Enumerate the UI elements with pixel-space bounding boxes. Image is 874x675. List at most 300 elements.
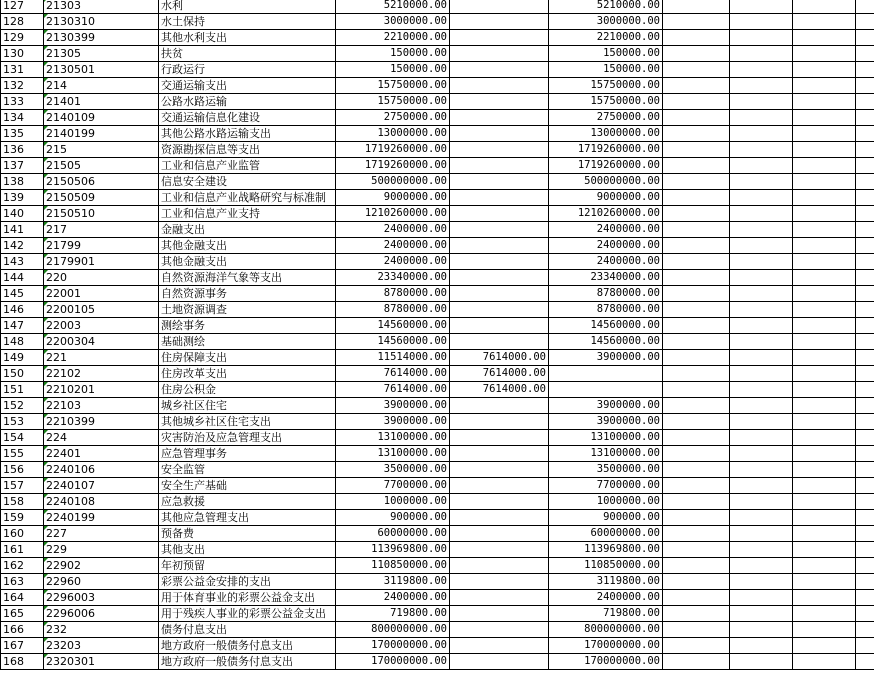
amount-a-cell[interactable] bbox=[450, 190, 549, 206]
total-cell[interactable]: 110850000.00 bbox=[336, 558, 450, 574]
total-cell[interactable]: 150000.00 bbox=[336, 46, 450, 62]
name-cell[interactable]: 自然资源海洋气象等支出 bbox=[159, 270, 336, 286]
name-cell[interactable]: 住房保障支出 bbox=[159, 350, 336, 366]
empty-cell[interactable] bbox=[730, 542, 793, 558]
empty-cell[interactable] bbox=[663, 46, 730, 62]
empty-cell[interactable] bbox=[793, 0, 856, 14]
amount-a-cell[interactable] bbox=[450, 62, 549, 78]
amount-b-cell[interactable] bbox=[549, 366, 663, 382]
total-cell[interactable]: 2210000.00 bbox=[336, 30, 450, 46]
name-cell[interactable]: 其他金融支出 bbox=[159, 254, 336, 270]
code-cell[interactable]: 21303 bbox=[44, 0, 159, 14]
empty-cell[interactable] bbox=[856, 238, 874, 254]
amount-b-cell[interactable]: 3119800.00 bbox=[549, 574, 663, 590]
total-cell[interactable]: 8780000.00 bbox=[336, 286, 450, 302]
total-cell[interactable]: 3119800.00 bbox=[336, 574, 450, 590]
empty-cell[interactable] bbox=[793, 446, 856, 462]
row-number-cell[interactable]: 160 bbox=[1, 526, 44, 542]
amount-a-cell[interactable] bbox=[450, 574, 549, 590]
code-cell[interactable]: 2150509 bbox=[44, 190, 159, 206]
code-cell[interactable]: 2200304 bbox=[44, 334, 159, 350]
empty-cell[interactable] bbox=[793, 254, 856, 270]
amount-a-cell[interactable] bbox=[450, 446, 549, 462]
code-cell[interactable]: 21799 bbox=[44, 238, 159, 254]
empty-cell[interactable] bbox=[663, 222, 730, 238]
amount-b-cell[interactable]: 23340000.00 bbox=[549, 270, 663, 286]
amount-b-cell[interactable]: 150000.00 bbox=[549, 46, 663, 62]
empty-cell[interactable] bbox=[730, 350, 793, 366]
total-cell[interactable]: 5210000.00 bbox=[336, 0, 450, 14]
total-cell[interactable]: 13100000.00 bbox=[336, 430, 450, 446]
amount-b-cell[interactable]: 3000000.00 bbox=[549, 14, 663, 30]
row-number-cell[interactable]: 145 bbox=[1, 286, 44, 302]
code-cell[interactable]: 2240199 bbox=[44, 510, 159, 526]
amount-b-cell[interactable]: 13100000.00 bbox=[549, 446, 663, 462]
code-cell[interactable]: 2130310 bbox=[44, 14, 159, 30]
empty-cell[interactable] bbox=[663, 302, 730, 318]
amount-a-cell[interactable] bbox=[450, 542, 549, 558]
empty-cell[interactable] bbox=[730, 30, 793, 46]
amount-a-cell[interactable] bbox=[450, 30, 549, 46]
empty-cell[interactable] bbox=[793, 478, 856, 494]
code-cell[interactable]: 224 bbox=[44, 430, 159, 446]
empty-cell[interactable] bbox=[663, 0, 730, 14]
empty-cell[interactable] bbox=[663, 254, 730, 270]
amount-a-cell[interactable] bbox=[450, 270, 549, 286]
total-cell[interactable]: 7614000.00 bbox=[336, 366, 450, 382]
empty-cell[interactable] bbox=[663, 334, 730, 350]
empty-cell[interactable] bbox=[663, 622, 730, 638]
empty-cell[interactable] bbox=[663, 142, 730, 158]
empty-cell[interactable] bbox=[730, 14, 793, 30]
amount-b-cell[interactable]: 800000000.00 bbox=[549, 622, 663, 638]
amount-b-cell[interactable]: 3500000.00 bbox=[549, 462, 663, 478]
empty-cell[interactable] bbox=[730, 622, 793, 638]
name-cell[interactable]: 其他公路水路运输支出 bbox=[159, 126, 336, 142]
empty-cell[interactable] bbox=[730, 478, 793, 494]
empty-cell[interactable] bbox=[663, 558, 730, 574]
row-number-cell[interactable]: 162 bbox=[1, 558, 44, 574]
empty-cell[interactable] bbox=[730, 366, 793, 382]
total-cell[interactable]: 800000000.00 bbox=[336, 622, 450, 638]
row-number-cell[interactable]: 128 bbox=[1, 14, 44, 30]
total-cell[interactable]: 900000.00 bbox=[336, 510, 450, 526]
empty-cell[interactable] bbox=[856, 270, 874, 286]
total-cell[interactable]: 23340000.00 bbox=[336, 270, 450, 286]
row-number-cell[interactable]: 167 bbox=[1, 638, 44, 654]
code-cell[interactable]: 2240108 bbox=[44, 494, 159, 510]
empty-cell[interactable] bbox=[663, 414, 730, 430]
empty-cell[interactable] bbox=[663, 30, 730, 46]
empty-cell[interactable] bbox=[663, 382, 730, 398]
empty-cell[interactable] bbox=[793, 542, 856, 558]
code-cell[interactable]: 2210201 bbox=[44, 382, 159, 398]
empty-cell[interactable] bbox=[730, 462, 793, 478]
code-cell[interactable]: 229 bbox=[44, 542, 159, 558]
empty-cell[interactable] bbox=[663, 94, 730, 110]
amount-b-cell[interactable]: 110850000.00 bbox=[549, 558, 663, 574]
empty-cell[interactable] bbox=[663, 430, 730, 446]
row-number-cell[interactable]: 140 bbox=[1, 206, 44, 222]
name-cell[interactable]: 应急救援 bbox=[159, 494, 336, 510]
empty-cell[interactable] bbox=[793, 270, 856, 286]
total-cell[interactable]: 13000000.00 bbox=[336, 126, 450, 142]
empty-cell[interactable] bbox=[663, 510, 730, 526]
row-number-cell[interactable]: 168 bbox=[1, 654, 44, 670]
empty-cell[interactable] bbox=[793, 190, 856, 206]
name-cell[interactable]: 用于残疾人事业的彩票公益金支出 bbox=[159, 606, 336, 622]
row-number-cell[interactable]: 153 bbox=[1, 414, 44, 430]
name-cell[interactable]: 金融支出 bbox=[159, 222, 336, 238]
row-number-cell[interactable]: 138 bbox=[1, 174, 44, 190]
name-cell[interactable]: 其他应急管理支出 bbox=[159, 510, 336, 526]
empty-cell[interactable] bbox=[856, 350, 874, 366]
empty-cell[interactable] bbox=[856, 542, 874, 558]
empty-cell[interactable] bbox=[663, 126, 730, 142]
empty-cell[interactable] bbox=[730, 446, 793, 462]
amount-b-cell[interactable] bbox=[549, 382, 663, 398]
empty-cell[interactable] bbox=[730, 302, 793, 318]
amount-a-cell[interactable] bbox=[450, 478, 549, 494]
total-cell[interactable]: 11514000.00 bbox=[336, 350, 450, 366]
row-number-cell[interactable]: 154 bbox=[1, 430, 44, 446]
empty-cell[interactable] bbox=[856, 366, 874, 382]
row-number-cell[interactable]: 129 bbox=[1, 30, 44, 46]
row-number-cell[interactable]: 127 bbox=[1, 0, 44, 14]
total-cell[interactable]: 150000.00 bbox=[336, 62, 450, 78]
empty-cell[interactable] bbox=[856, 254, 874, 270]
row-number-cell[interactable]: 146 bbox=[1, 302, 44, 318]
amount-a-cell[interactable] bbox=[450, 526, 549, 542]
empty-cell[interactable] bbox=[793, 318, 856, 334]
empty-cell[interactable] bbox=[793, 350, 856, 366]
amount-a-cell[interactable] bbox=[450, 254, 549, 270]
name-cell[interactable]: 债务付息支出 bbox=[159, 622, 336, 638]
amount-a-cell[interactable] bbox=[450, 126, 549, 142]
empty-cell[interactable] bbox=[856, 510, 874, 526]
empty-cell[interactable] bbox=[856, 110, 874, 126]
amount-a-cell[interactable] bbox=[450, 0, 549, 14]
name-cell[interactable]: 用于体育事业的彩票公益金支出 bbox=[159, 590, 336, 606]
row-number-cell[interactable]: 159 bbox=[1, 510, 44, 526]
row-number-cell[interactable]: 131 bbox=[1, 62, 44, 78]
total-cell[interactable]: 7700000.00 bbox=[336, 478, 450, 494]
amount-b-cell[interactable]: 14560000.00 bbox=[549, 334, 663, 350]
code-cell[interactable]: 21401 bbox=[44, 94, 159, 110]
empty-cell[interactable] bbox=[856, 638, 874, 654]
code-cell[interactable]: 22003 bbox=[44, 318, 159, 334]
empty-cell[interactable] bbox=[663, 638, 730, 654]
amount-a-cell[interactable]: 7614000.00 bbox=[450, 382, 549, 398]
amount-b-cell[interactable]: 2210000.00 bbox=[549, 30, 663, 46]
name-cell[interactable]: 工业和信息产业监管 bbox=[159, 158, 336, 174]
code-cell[interactable]: 22960 bbox=[44, 574, 159, 590]
empty-cell[interactable] bbox=[793, 382, 856, 398]
empty-cell[interactable] bbox=[856, 446, 874, 462]
total-cell[interactable]: 60000000.00 bbox=[336, 526, 450, 542]
empty-cell[interactable] bbox=[730, 606, 793, 622]
empty-cell[interactable] bbox=[730, 286, 793, 302]
total-cell[interactable]: 170000000.00 bbox=[336, 638, 450, 654]
empty-cell[interactable] bbox=[856, 430, 874, 446]
name-cell[interactable]: 应急管理事务 bbox=[159, 446, 336, 462]
name-cell[interactable]: 水利 bbox=[159, 0, 336, 14]
total-cell[interactable]: 3000000.00 bbox=[336, 14, 450, 30]
total-cell[interactable]: 2750000.00 bbox=[336, 110, 450, 126]
name-cell[interactable]: 扶贫 bbox=[159, 46, 336, 62]
empty-cell[interactable] bbox=[730, 558, 793, 574]
amount-b-cell[interactable]: 170000000.00 bbox=[549, 654, 663, 670]
amount-b-cell[interactable]: 13000000.00 bbox=[549, 126, 663, 142]
total-cell[interactable]: 500000000.00 bbox=[336, 174, 450, 190]
empty-cell[interactable] bbox=[663, 446, 730, 462]
row-number-cell[interactable]: 132 bbox=[1, 78, 44, 94]
amount-a-cell[interactable] bbox=[450, 174, 549, 190]
row-number-cell[interactable]: 137 bbox=[1, 158, 44, 174]
row-number-cell[interactable]: 149 bbox=[1, 350, 44, 366]
empty-cell[interactable] bbox=[793, 622, 856, 638]
code-cell[interactable]: 2150506 bbox=[44, 174, 159, 190]
row-number-cell[interactable]: 161 bbox=[1, 542, 44, 558]
row-number-cell[interactable]: 143 bbox=[1, 254, 44, 270]
amount-b-cell[interactable]: 900000.00 bbox=[549, 510, 663, 526]
amount-a-cell[interactable] bbox=[450, 654, 549, 670]
empty-cell[interactable] bbox=[793, 526, 856, 542]
empty-cell[interactable] bbox=[793, 62, 856, 78]
empty-cell[interactable] bbox=[856, 622, 874, 638]
empty-cell[interactable] bbox=[730, 382, 793, 398]
empty-cell[interactable] bbox=[663, 350, 730, 366]
empty-cell[interactable] bbox=[793, 158, 856, 174]
empty-cell[interactable] bbox=[730, 110, 793, 126]
amount-a-cell[interactable] bbox=[450, 414, 549, 430]
code-cell[interactable]: 22102 bbox=[44, 366, 159, 382]
empty-cell[interactable] bbox=[793, 590, 856, 606]
amount-b-cell[interactable]: 3900000.00 bbox=[549, 414, 663, 430]
amount-a-cell[interactable] bbox=[450, 622, 549, 638]
row-number-cell[interactable]: 156 bbox=[1, 462, 44, 478]
empty-cell[interactable] bbox=[663, 462, 730, 478]
empty-cell[interactable] bbox=[730, 638, 793, 654]
amount-a-cell[interactable] bbox=[450, 510, 549, 526]
empty-cell[interactable] bbox=[856, 654, 874, 670]
amount-b-cell[interactable]: 5210000.00 bbox=[549, 0, 663, 14]
name-cell[interactable]: 工业和信息产业战略研究与标准制 bbox=[159, 190, 336, 206]
empty-cell[interactable] bbox=[856, 286, 874, 302]
row-number-cell[interactable]: 150 bbox=[1, 366, 44, 382]
empty-cell[interactable] bbox=[856, 494, 874, 510]
amount-b-cell[interactable]: 8780000.00 bbox=[549, 302, 663, 318]
empty-cell[interactable] bbox=[793, 462, 856, 478]
name-cell[interactable]: 水土保持 bbox=[159, 14, 336, 30]
empty-cell[interactable] bbox=[730, 526, 793, 542]
empty-cell[interactable] bbox=[856, 158, 874, 174]
empty-cell[interactable] bbox=[663, 62, 730, 78]
empty-cell[interactable] bbox=[856, 478, 874, 494]
code-cell[interactable]: 221 bbox=[44, 350, 159, 366]
empty-cell[interactable] bbox=[856, 414, 874, 430]
empty-cell[interactable] bbox=[856, 190, 874, 206]
empty-cell[interactable] bbox=[663, 574, 730, 590]
empty-cell[interactable] bbox=[663, 366, 730, 382]
amount-b-cell[interactable]: 15750000.00 bbox=[549, 94, 663, 110]
total-cell[interactable]: 2400000.00 bbox=[336, 222, 450, 238]
total-cell[interactable]: 15750000.00 bbox=[336, 94, 450, 110]
amount-b-cell[interactable]: 2400000.00 bbox=[549, 238, 663, 254]
name-cell[interactable]: 灾害防治及应急管理支出 bbox=[159, 430, 336, 446]
empty-cell[interactable] bbox=[663, 606, 730, 622]
empty-cell[interactable] bbox=[856, 174, 874, 190]
name-cell[interactable]: 公路水路运输 bbox=[159, 94, 336, 110]
empty-cell[interactable] bbox=[730, 270, 793, 286]
row-number-cell[interactable]: 163 bbox=[1, 574, 44, 590]
empty-cell[interactable] bbox=[793, 30, 856, 46]
amount-b-cell[interactable]: 3900000.00 bbox=[549, 350, 663, 366]
empty-cell[interactable] bbox=[856, 126, 874, 142]
name-cell[interactable]: 安全监管 bbox=[159, 462, 336, 478]
row-number-cell[interactable]: 166 bbox=[1, 622, 44, 638]
empty-cell[interactable] bbox=[793, 142, 856, 158]
name-cell[interactable]: 基础测绘 bbox=[159, 334, 336, 350]
code-cell[interactable]: 21505 bbox=[44, 158, 159, 174]
name-cell[interactable]: 测绘事务 bbox=[159, 318, 336, 334]
empty-cell[interactable] bbox=[730, 398, 793, 414]
empty-cell[interactable] bbox=[663, 110, 730, 126]
empty-cell[interactable] bbox=[663, 590, 730, 606]
row-number-cell[interactable]: 152 bbox=[1, 398, 44, 414]
amount-a-cell[interactable] bbox=[450, 78, 549, 94]
total-cell[interactable]: 7614000.00 bbox=[336, 382, 450, 398]
name-cell[interactable]: 住房改革支出 bbox=[159, 366, 336, 382]
name-cell[interactable]: 交通运输信息化建设 bbox=[159, 110, 336, 126]
code-cell[interactable]: 217 bbox=[44, 222, 159, 238]
empty-cell[interactable] bbox=[793, 94, 856, 110]
amount-a-cell[interactable] bbox=[450, 94, 549, 110]
empty-cell[interactable] bbox=[730, 174, 793, 190]
amount-a-cell[interactable] bbox=[450, 110, 549, 126]
empty-cell[interactable] bbox=[793, 222, 856, 238]
row-number-cell[interactable]: 130 bbox=[1, 46, 44, 62]
row-number-cell[interactable]: 151 bbox=[1, 382, 44, 398]
total-cell[interactable]: 3500000.00 bbox=[336, 462, 450, 478]
empty-cell[interactable] bbox=[856, 302, 874, 318]
code-cell[interactable]: 22103 bbox=[44, 398, 159, 414]
code-cell[interactable]: 2140199 bbox=[44, 126, 159, 142]
name-cell[interactable]: 行政运行 bbox=[159, 62, 336, 78]
empty-cell[interactable] bbox=[730, 0, 793, 14]
code-cell[interactable]: 22001 bbox=[44, 286, 159, 302]
empty-cell[interactable] bbox=[856, 398, 874, 414]
name-cell[interactable]: 彩票公益金安排的支出 bbox=[159, 574, 336, 590]
empty-cell[interactable] bbox=[856, 206, 874, 222]
empty-cell[interactable] bbox=[793, 510, 856, 526]
row-number-cell[interactable]: 147 bbox=[1, 318, 44, 334]
empty-cell[interactable] bbox=[856, 590, 874, 606]
total-cell[interactable]: 14560000.00 bbox=[336, 318, 450, 334]
empty-cell[interactable] bbox=[856, 318, 874, 334]
empty-cell[interactable] bbox=[730, 414, 793, 430]
empty-cell[interactable] bbox=[730, 590, 793, 606]
code-cell[interactable]: 2210399 bbox=[44, 414, 159, 430]
row-number-cell[interactable]: 158 bbox=[1, 494, 44, 510]
empty-cell[interactable] bbox=[856, 94, 874, 110]
empty-cell[interactable] bbox=[730, 190, 793, 206]
row-number-cell[interactable]: 157 bbox=[1, 478, 44, 494]
empty-cell[interactable] bbox=[793, 366, 856, 382]
empty-cell[interactable] bbox=[793, 78, 856, 94]
empty-cell[interactable] bbox=[856, 14, 874, 30]
empty-cell[interactable] bbox=[663, 286, 730, 302]
total-cell[interactable]: 9000000.00 bbox=[336, 190, 450, 206]
amount-a-cell[interactable] bbox=[450, 494, 549, 510]
code-cell[interactable]: 2179901 bbox=[44, 254, 159, 270]
row-number-cell[interactable]: 136 bbox=[1, 142, 44, 158]
empty-cell[interactable] bbox=[663, 494, 730, 510]
empty-cell[interactable] bbox=[663, 398, 730, 414]
amount-b-cell[interactable]: 14560000.00 bbox=[549, 318, 663, 334]
row-number-cell[interactable]: 165 bbox=[1, 606, 44, 622]
empty-cell[interactable] bbox=[793, 206, 856, 222]
total-cell[interactable]: 13100000.00 bbox=[336, 446, 450, 462]
code-cell[interactable]: 215 bbox=[44, 142, 159, 158]
empty-cell[interactable] bbox=[856, 526, 874, 542]
name-cell[interactable]: 预备费 bbox=[159, 526, 336, 542]
name-cell[interactable]: 资源勘探信息等支出 bbox=[159, 142, 336, 158]
empty-cell[interactable] bbox=[663, 190, 730, 206]
empty-cell[interactable] bbox=[793, 414, 856, 430]
empty-cell[interactable] bbox=[793, 286, 856, 302]
amount-a-cell[interactable] bbox=[450, 638, 549, 654]
empty-cell[interactable] bbox=[793, 302, 856, 318]
amount-b-cell[interactable]: 1719260000.00 bbox=[549, 142, 663, 158]
name-cell[interactable]: 城乡社区住宅 bbox=[159, 398, 336, 414]
total-cell[interactable]: 113969800.00 bbox=[336, 542, 450, 558]
amount-a-cell[interactable] bbox=[450, 318, 549, 334]
amount-b-cell[interactable]: 2400000.00 bbox=[549, 222, 663, 238]
empty-cell[interactable] bbox=[793, 126, 856, 142]
empty-cell[interactable] bbox=[856, 142, 874, 158]
total-cell[interactable]: 1210260000.00 bbox=[336, 206, 450, 222]
name-cell[interactable]: 信息安全建设 bbox=[159, 174, 336, 190]
empty-cell[interactable] bbox=[730, 62, 793, 78]
amount-b-cell[interactable]: 2400000.00 bbox=[549, 590, 663, 606]
amount-b-cell[interactable]: 13100000.00 bbox=[549, 430, 663, 446]
name-cell[interactable]: 其他水利支出 bbox=[159, 30, 336, 46]
amount-a-cell[interactable] bbox=[450, 46, 549, 62]
amount-a-cell[interactable] bbox=[450, 302, 549, 318]
total-cell[interactable]: 1000000.00 bbox=[336, 494, 450, 510]
empty-cell[interactable] bbox=[793, 238, 856, 254]
total-cell[interactable]: 170000000.00 bbox=[336, 654, 450, 670]
empty-cell[interactable] bbox=[663, 158, 730, 174]
amount-a-cell[interactable] bbox=[450, 398, 549, 414]
amount-b-cell[interactable]: 150000.00 bbox=[549, 62, 663, 78]
empty-cell[interactable] bbox=[856, 62, 874, 78]
row-number-cell[interactable]: 134 bbox=[1, 110, 44, 126]
row-number-cell[interactable]: 142 bbox=[1, 238, 44, 254]
amount-a-cell[interactable]: 7614000.00 bbox=[450, 366, 549, 382]
total-cell[interactable]: 719800.00 bbox=[336, 606, 450, 622]
code-cell[interactable]: 2240107 bbox=[44, 478, 159, 494]
empty-cell[interactable] bbox=[730, 574, 793, 590]
amount-b-cell[interactable]: 9000000.00 bbox=[549, 190, 663, 206]
name-cell[interactable]: 交通运输支出 bbox=[159, 78, 336, 94]
name-cell[interactable]: 住房公积金 bbox=[159, 382, 336, 398]
empty-cell[interactable] bbox=[856, 558, 874, 574]
amount-b-cell[interactable]: 8780000.00 bbox=[549, 286, 663, 302]
empty-cell[interactable] bbox=[730, 94, 793, 110]
code-cell[interactable]: 232 bbox=[44, 622, 159, 638]
